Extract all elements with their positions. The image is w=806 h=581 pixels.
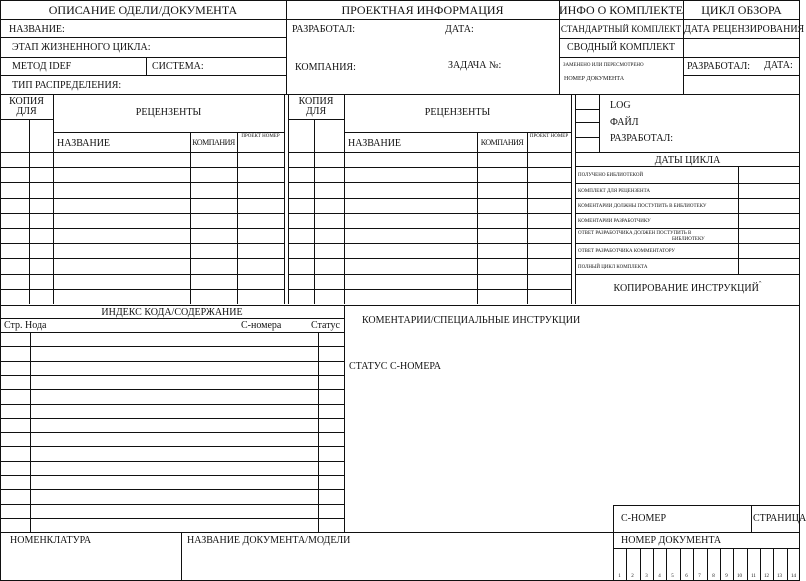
project-company-label: КОМПАНИЯ: xyxy=(295,62,356,73)
table-row-line xyxy=(288,274,571,275)
table-row-line xyxy=(0,182,284,183)
digit-cell-number: 10 xyxy=(737,574,742,579)
project-task-label: ЗАДАЧА №: xyxy=(448,60,502,71)
project-developer-label: РАЗРАБОТАЛ: xyxy=(292,24,356,35)
left-reviewer-project-number-header: ПРОЕКТ НОМЕР xyxy=(241,134,280,139)
table-row-line xyxy=(0,361,344,362)
table-row-line xyxy=(0,418,344,419)
table-row-line xyxy=(0,243,284,244)
table-row-line xyxy=(0,461,344,462)
table-row-line xyxy=(288,213,571,214)
digit-cell-number: 7 xyxy=(698,574,701,579)
table-row-line xyxy=(0,446,344,447)
cycle-developer-reply-to-commentator: ОТВЕТ РАЗРАБОТЧИКА КОММЕНТАТОРУ xyxy=(578,249,675,254)
cycle-full-kit-cycle: ПОЛНЫЙ ЦИКЛ КОМПЛЕКТА xyxy=(578,265,648,270)
kit-doc-number-label: НОМЕР ДОКУМЕНТА xyxy=(564,76,625,82)
table-row-line xyxy=(0,475,344,476)
summary-kit-label: СВОДНЫЙ КОМПЛЕКТ xyxy=(567,42,675,53)
footer-doc-number-label: НОМЕР ДОКУМЕНТА xyxy=(621,535,722,546)
doc-model-name-label: НАЗВАНИЕ ДОКУМЕНТА/МОДЕЛИ xyxy=(187,535,351,546)
review-date-short-label: ДАТА: xyxy=(764,60,793,71)
digit-cell-number: 9 xyxy=(725,574,728,579)
nomenclature-label: НОМЕНКЛАТУРА xyxy=(10,535,92,546)
digit-cell-number: 13 xyxy=(777,574,782,579)
table-row-line xyxy=(288,258,571,259)
lifecycle-stage-label: ЭТАП ЖИЗНЕННОГО ЦИКЛА: xyxy=(12,42,151,53)
model-name-label: НАЗВАНИЕ: xyxy=(9,24,65,35)
table-row-line xyxy=(288,182,571,183)
digit-cell-number: 2 xyxy=(631,574,634,579)
log-label: LOG xyxy=(610,100,631,111)
cycle-kit-for-reviewer: КОМПЛЕКТ ДЛЯ РЕЦЕНЗЕНТА xyxy=(578,189,651,194)
kit-info-header: ИНФО О КОМПЛЕКТЕ xyxy=(559,3,684,17)
cycle-comments-to-developer: КОМЕНТАРИИ РАЗРАБОТЧИКУ xyxy=(578,219,651,224)
project-date-label: ДАТА: xyxy=(445,24,474,35)
digit-cell-number: 5 xyxy=(671,574,674,579)
table-row-line xyxy=(288,289,571,290)
log-developer-label: РАЗРАБОТАЛ: xyxy=(610,133,674,144)
idef-method-label: МЕТОД IDEF xyxy=(12,61,72,72)
right-reviewer-name-header: НАЗВАНИЕ xyxy=(348,138,402,149)
table-row-line xyxy=(0,289,284,290)
cycle-received-by-library: ПОЛУЧЕНО БИБЛИОТЕКОЙ xyxy=(578,173,644,178)
digit-cell-number: 3 xyxy=(645,574,648,579)
copy-instructions-mark: ˆ xyxy=(758,280,762,289)
table-row-line xyxy=(0,432,344,433)
table-row-line xyxy=(0,213,284,214)
digit-cell-number: 6 xyxy=(685,574,688,579)
table-row-line xyxy=(288,167,571,168)
cycle-developer-reply-due-library: БИБЛИОТЕКУ xyxy=(672,237,705,242)
c-number-status-label: СТАТУС С-НОМЕРА xyxy=(349,361,441,372)
cycle-developer-reply-due: ОТВЕТ РАЗРАБОТЧИКА ДОЛЖЕН ПОСТУПИТЬ В xyxy=(578,231,692,236)
digit-cell-number: 4 xyxy=(658,574,661,579)
cycle-comments-due-library: КОМЕНТАРИИ ДОЛЖНЫ ПОСТУПИТЬ В БИБЛИОТЕКУ xyxy=(578,204,707,209)
table-row-line xyxy=(0,489,344,490)
cycle-dates-title: ДАТЫ ЦИКЛА xyxy=(654,155,721,166)
model-description-header: ОПИСАНИЕ ОДЕЛИ/ДОКУМЕНТА xyxy=(48,3,238,17)
table-row-line xyxy=(0,404,344,405)
digit-cell-number: 8 xyxy=(712,574,715,579)
table-row-line xyxy=(0,167,284,168)
footer-page-label: СТРАНИЦА xyxy=(753,513,806,524)
digit-cell-number: 14 xyxy=(791,574,796,579)
digit-cell-number: 12 xyxy=(764,574,769,579)
table-row-line xyxy=(0,375,344,376)
table-row-line xyxy=(0,518,344,519)
review-cycle-header: ЦИКЛ ОБЗОРА xyxy=(701,3,782,17)
left-reviewer-company-header: КОМПАНИЯ xyxy=(192,138,235,147)
right-reviewers-title: РЕЦЕНЗЕНТЫ xyxy=(424,107,491,118)
table-row-line xyxy=(0,389,344,390)
left-reviewers-title: РЕЦЕНЗЕНТЫ xyxy=(135,107,202,118)
footer-c-number-label: С-НОМЕР xyxy=(621,513,667,524)
comments-title: КОМЕНТАРИИ/СПЕЦИАЛЬНЫЕ ИНСТРУКЦИИ xyxy=(362,315,581,326)
digit-cell-number: 11 xyxy=(751,574,756,579)
system-label: СИСТЕМА: xyxy=(152,61,204,72)
table-row-line xyxy=(0,346,344,347)
replaced-or-revised-label: ЗАМЕНЕНО ИЛИ ПЕРЕСМОТРЕНО xyxy=(563,63,644,68)
standard-kit-label: СТАНДАРТНЫЙ КОМПЛЕКТ xyxy=(560,24,682,34)
index-title: ИНДЕКС КОДА/СОДЕРЖАНИЕ xyxy=(101,307,243,318)
digit-cell-number: 1 xyxy=(618,574,621,579)
right-reviewer-project-number-header: ПРОЕКТ НОМЕР xyxy=(529,134,569,139)
index-page-node-header: Стр. Нода xyxy=(4,320,47,331)
table-row-line xyxy=(288,243,571,244)
table-row-line xyxy=(288,198,571,199)
index-c-number-header: С-номера xyxy=(241,320,282,331)
table-row-line xyxy=(0,504,344,505)
left-copy-for-label: КОПИЯ ДЛЯ xyxy=(9,96,44,117)
right-reviewer-company-header: КОМПАНИЯ xyxy=(480,138,524,147)
table-row-line xyxy=(0,198,284,199)
table-row-line xyxy=(0,228,284,229)
review-date-label: ДАТА РЕЦЕНЗИРОВАНИЯ xyxy=(684,24,805,35)
right-copy-for-label: КОПИЯ ДЛЯ xyxy=(298,96,334,117)
review-developer-label: РАЗРАБОТАЛ: xyxy=(687,61,751,72)
project-info-header: ПРОЕКТНАЯ ИНФОРМАЦИЯ xyxy=(341,3,504,17)
copy-instructions-label: КОПИРОВАНИЕ $ИНСТРУКЦИЙ^ˆ$ xyxy=(613,280,762,294)
table-row-line xyxy=(288,228,571,229)
table-row-line xyxy=(0,274,284,275)
index-status-header: Статус xyxy=(311,320,340,331)
table-row-line xyxy=(0,258,284,259)
left-reviewer-name-header: НАЗВАНИЕ xyxy=(57,138,111,149)
distribution-type-label: ТИП РАСПРЕДЕЛЕНИЯ: xyxy=(12,80,122,91)
file-label: ФАЙЛ xyxy=(610,117,639,128)
